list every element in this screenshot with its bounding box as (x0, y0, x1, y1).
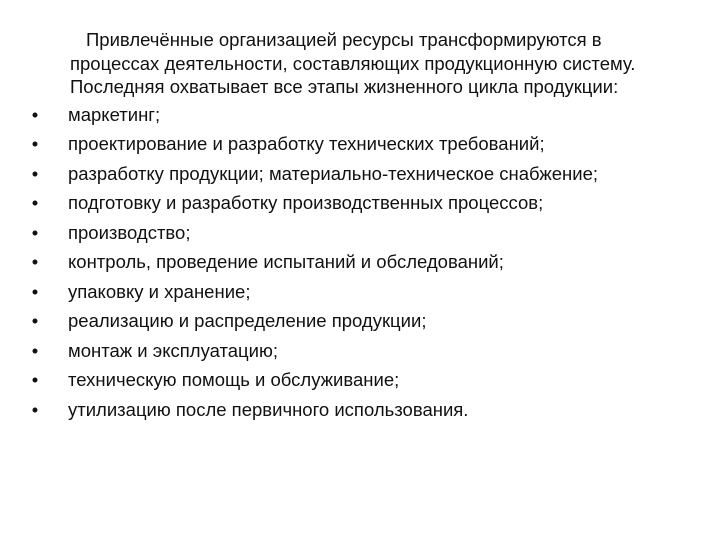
list-item-text: техническую помощь и обслуживание; (68, 369, 400, 390)
list-item (31, 188, 668, 218)
list-item-text: разработку продукции; материально-техническое снабжение; (68, 162, 599, 184)
bullet-icon: • (31, 162, 39, 184)
list-item (31, 159, 668, 189)
list-item-text: проектирование и разработку технических требований; (68, 133, 545, 154)
bullet-icon: • (31, 133, 39, 154)
list-item-text: реализацию и распределение продукции; (68, 310, 427, 331)
list-item (31, 365, 668, 395)
list-item-text: упаковку и хранение; (68, 280, 251, 302)
list-item-text: маркетинг; (68, 103, 161, 125)
list-item-text: контроль, проведение испытаний и обследований; (68, 251, 504, 272)
bullet-list (31, 100, 668, 425)
list-item (31, 129, 668, 159)
list-item-text: монтаж и эксплуатацию; (68, 339, 278, 361)
list-item (31, 336, 668, 366)
list-item (31, 100, 668, 130)
intro-text: Привлечённые организацией ресурсы трансформируются в процессах деятельности, составляющих продукционную систему. Последняя охватывает все этапы жизненного цикла продукции: (70, 29, 636, 97)
bullet-icon: • (31, 103, 39, 125)
list-item-text: подготовку и разработку производственных процессов; (68, 192, 544, 213)
list-item (31, 247, 668, 277)
bullet-icon: • (31, 310, 39, 331)
bullet-icon: • (31, 221, 39, 243)
list-item (31, 395, 668, 425)
bullet-icon: • (31, 280, 39, 302)
bullet-icon: • (31, 398, 39, 420)
list-item (31, 306, 668, 336)
list-item (31, 218, 668, 248)
bullet-icon: • (31, 369, 39, 390)
list-item-text: утилизацию после первичного использования. (68, 398, 469, 420)
list-item-text: производство; (68, 221, 191, 243)
intro-paragraph (68, 24, 668, 99)
bullet-icon: • (31, 192, 39, 213)
slide-body (31, 24, 668, 424)
bullet-icon: • (31, 339, 39, 361)
list-item (31, 277, 668, 307)
bullet-icon: • (31, 251, 39, 272)
